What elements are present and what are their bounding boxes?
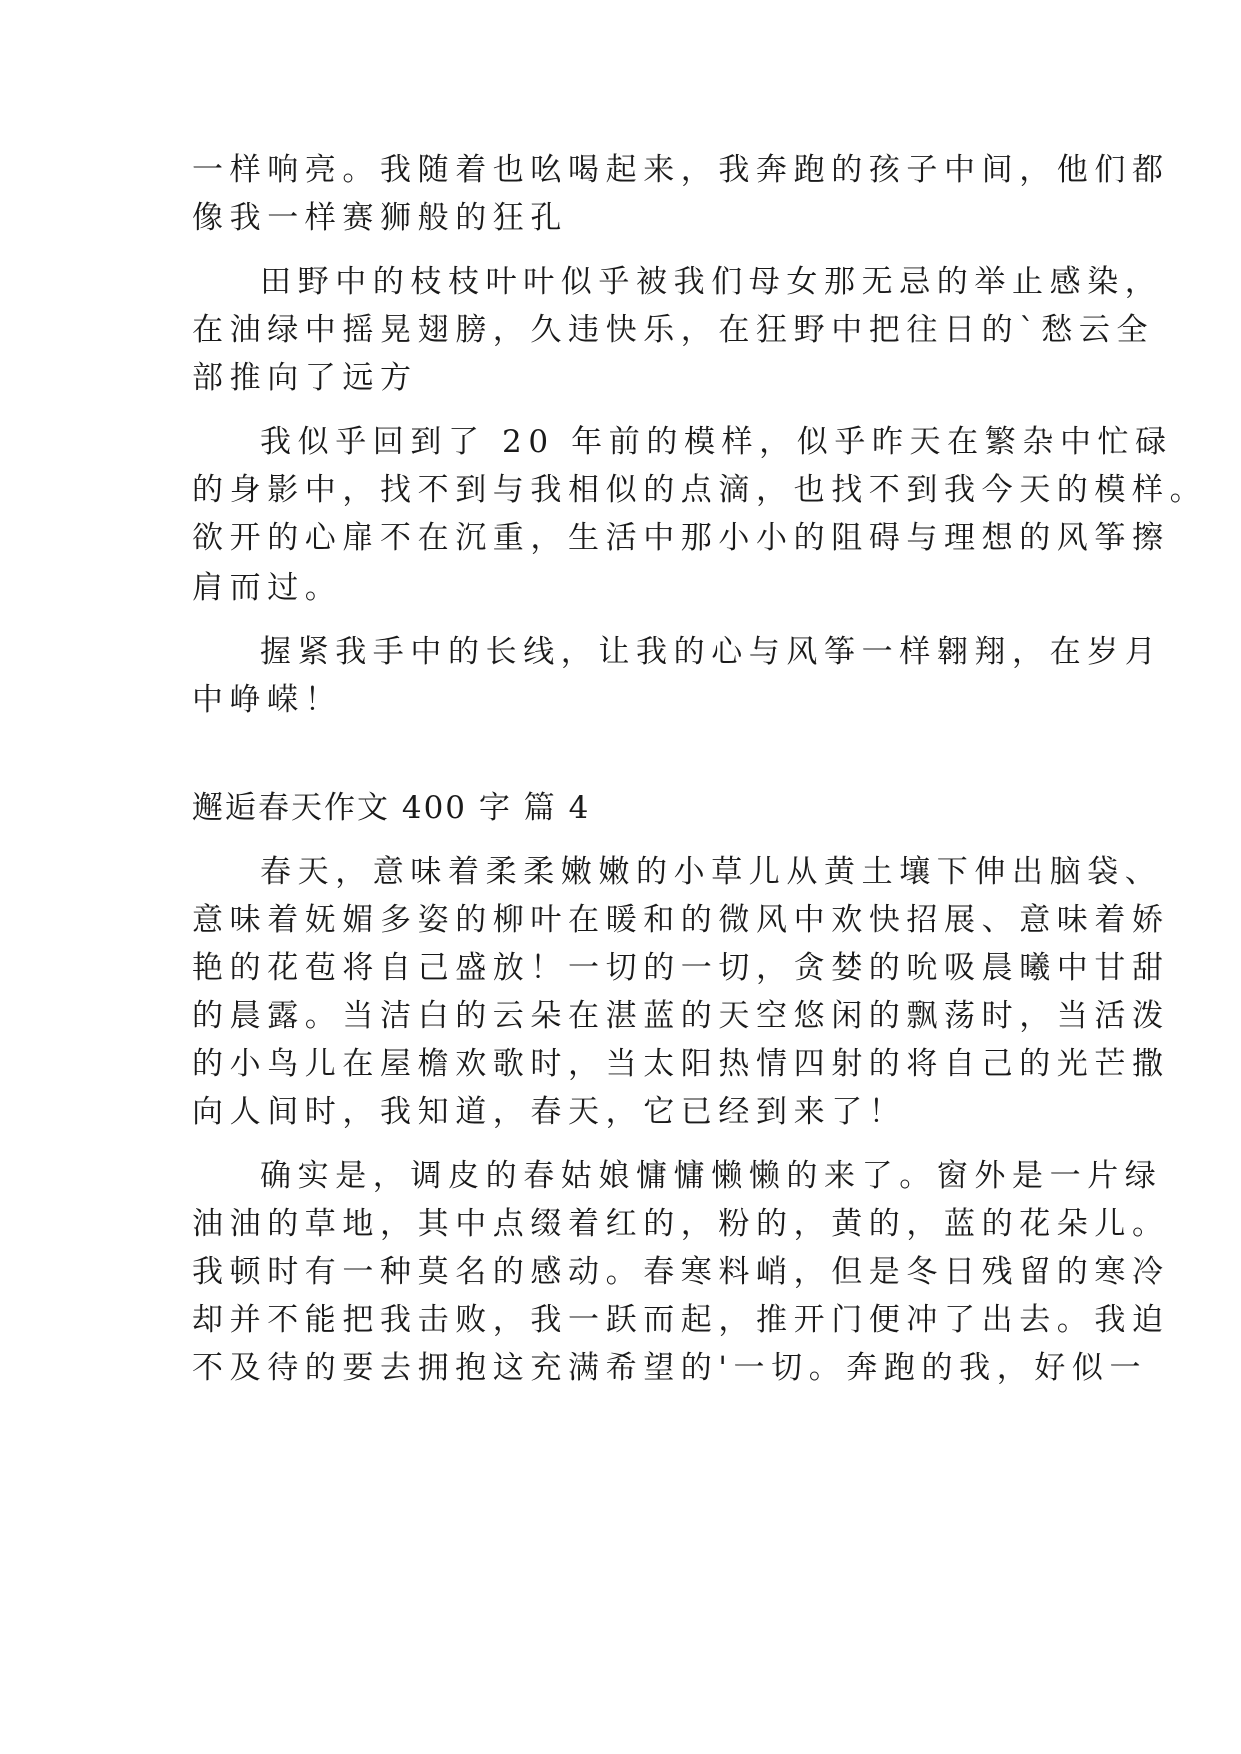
paragraph-line: 我似乎回到了 20 年前的模样，似乎昨天在繁杂中忙碌 (260, 424, 1173, 460)
paragraph-line: 意味着妩媚多姿的柳叶在暖和的微风中欢快招展、意味着娇 (192, 902, 1170, 938)
paragraph-line: 油油的草地，其中点缀着红的，粉的，黄的，蓝的花朵儿。 (192, 1206, 1170, 1242)
section-heading: 邂逅春天作文 400 字 篇 4 (192, 790, 591, 826)
paragraph-line: 春天，意味着柔柔嫩嫩的小草儿从黄土壤下伸出脑袋、 (260, 854, 1163, 890)
paragraph-line: 艳的花苞将自己盛放！一切的一切，贪婪的吮吸晨曦中甘甜 (192, 950, 1170, 986)
paragraph-line: 田野中的枝枝叶叶似乎被我们母女那无忌的举止感染， (260, 264, 1163, 300)
paragraph-line: 像我一样赛狮般的狂孔 (192, 200, 568, 236)
paragraph-line: 一样响亮。我随着也吆喝起来，我奔跑的孩子中间，他们都 (192, 152, 1170, 188)
paragraph-line: 我顿时有一种莫名的感动。春寒料峭，但是冬日残留的寒冷 (192, 1254, 1170, 1290)
paragraph-line: 部推向了远方 (192, 360, 418, 396)
paragraph-line: 的小鸟儿在屋檐欢歌时，当太阳热情四射的将自己的光芒撒 (192, 1046, 1170, 1082)
paragraph-line: 在油绿中摇晃翅膀，久违快乐，在狂野中把往日的`愁云全 (192, 312, 1155, 348)
paragraph-line: 中峥嵘！ (192, 682, 343, 718)
paragraph-line: 的身影中，找不到与我相似的点滴，也找不到我今天的模样。 (192, 472, 1208, 508)
paragraph-line: 欲开的心扉不在沉重，生活中那小小的阻碍与理想的风筝擦 (192, 520, 1170, 556)
paragraph-line: 肩而过。 (192, 570, 343, 606)
paragraph-line: 向人间时，我知道，春天，它已经到来了！ (192, 1094, 907, 1130)
paragraph-line: 不及待的要去拥抱这充满希望的'一切。奔跑的我，好似一 (192, 1350, 1148, 1386)
paragraph-line: 却并不能把我击败，我一跃而起，推开门便冲了出去。我迫 (192, 1302, 1170, 1338)
paragraph-line: 确实是，调皮的春姑娘慵慵懒懒的来了。窗外是一片绿 (260, 1158, 1163, 1194)
paragraph-line: 的晨露。当洁白的云朵在湛蓝的天空悠闲的飘荡时，当活泼 (192, 998, 1170, 1034)
paragraph-line: 握紧我手中的长线，让我的心与风筝一样翱翔，在岁月 (260, 634, 1163, 670)
